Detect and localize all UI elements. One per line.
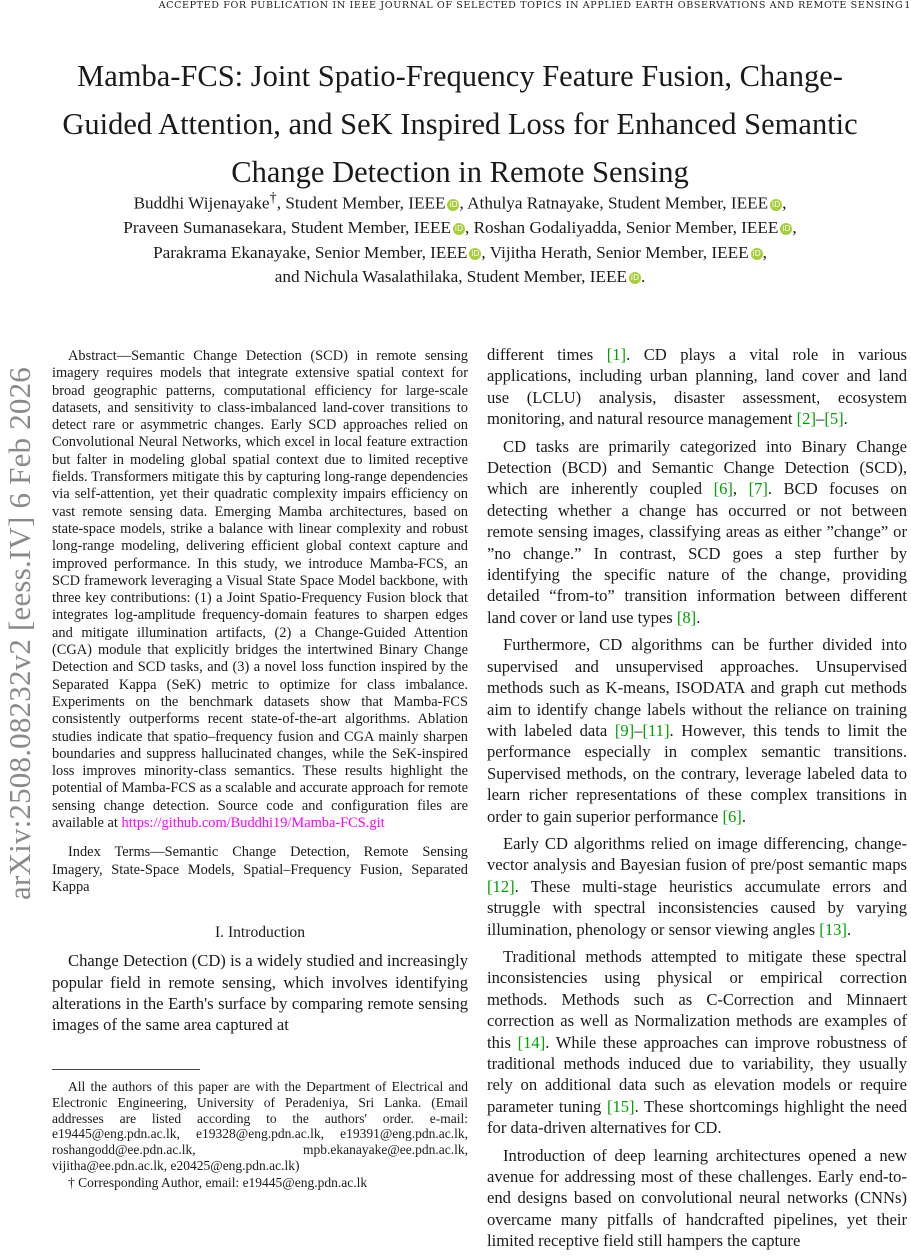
intro-paragraph: Introduction of deep learning architectures opened a new avenue for addressing most of these challenges. Early end-to-end designs based on convolutional neural networks (CNNs) overcame many pitfalls of handcrafted pipelines, yet their limited receptive field still hampers the capture	[487, 1145, 907, 1251]
running-head-text: ACCEPTED FOR PUBLICATION IN IEEE JOURNAL OF SELECTED TOPICS IN APPLIED EARTH OBSERVATIONS AND REMOTE SENSING	[158, 0, 904, 11]
citation[interactable]: [11]	[642, 720, 670, 740]
index-terms-label: Index Terms	[68, 844, 151, 861]
citation[interactable]: [6]	[722, 806, 742, 826]
author-role: Student Member, IEEE	[290, 218, 451, 238]
page-number: 1	[904, 0, 911, 11]
intro-paragraph: Early CD algorithms relied on image differencing, change-vector analysis and Bayesian fusion of pre/post semantic maps [12]. These multi-stage heuristics accumulate errors and struggle with spectral inconsistencies caused by varying illumination, phenology or sensor viewing angles [13].	[487, 833, 907, 939]
abstract: Abstract—Semantic Change Detection (SCD) in remote sensing imagery requires models that integrate extensive spatial context for broad geographic patterns, computational efficiency for large-scale datasets, and sensitivity to class-imbalanced land-cover transitions to detect rare or asymmetric changes. Early SCD approaches relied on Convolutional Neural Networks, which excel in local feature extraction but falter in modeling global spatial context due to limited receptive fields. Transformers mitigate this by capturing long-range dependencies via self-attention, yet their quadratic complexity impairs efficiency on vast remote sensing data. Emerging Mamba architectures, based on state-space models, strike a balance with linear complexity and robust long-range modeling, delivering efficient global context capture and improved performance. In this study, we introduce Mamba-FCS, an SCD framework leveraging a Visual State Space Model backbone, with three key contributions: (1) a Joint Spatio-Frequency Fusion block that integrates log-amplitude frequency-domain features to sharpen edges and mitigate illumination artifacts, (2) a Change-Guided Attention (CGA) module that explicitly bridges the intertwined Binary Change Detection and SCD tasks, and (3) a novel loss function inspired by the Separated Kappa (SeK) metric to optimize for class imbalance. Experiments on the benchmark datasets show that Mamba-FCS consistently outperforms recent state-of-the-art algorithms. Ablation studies indicate that spatio–frequency fusion and CGA mainly sharpen boundaries and suppress hallucinated changes, while the SeK-inspired loss improves minority-class semantics. These results highlight the potential of Mamba-FCS as a scalable and accurate approach for remote sensing change detection. Source code and configuration files are available at https://github.com/Buddhi19/Mamba-FCS.git	[52, 348, 468, 832]
author-role: Student Member, IEEE	[466, 267, 627, 287]
abstract-label: Abstract	[68, 348, 117, 364]
citation[interactable]: [1]	[606, 345, 627, 364]
citation[interactable]: [13]	[819, 919, 847, 939]
author-role: Senior Member, IEEE	[625, 218, 779, 238]
index-terms-text: Semantic Change Detection, Remote Sensing Imagery, State-Space Models, Spatial–Frequency Fusion, Separated Kappa	[52, 844, 468, 895]
author-name: Buddhi Wijenayake	[133, 193, 270, 213]
author-role: Senior Member, IEEE	[314, 242, 468, 262]
citation[interactable]: [5]	[824, 409, 844, 429]
section-heading: I. Introduction	[214, 924, 306, 942]
author-list: Buddhi Wijenayake†, Student Member, IEEE iD , Athulya Ratnayake, Student Member, IEEE iD , Praveen Sumanasekara, Student Member, IEEE iD , Roshan Godaliyadda, Senior Member, IEEE iD , Parakrama Ekanayake, Senior Member, IEEE iD , Vijitha Herath, Senior Member, IEEE iD , and Nichula Wasalathilaka, Student Member, IEEE iD .	[123, 190, 797, 287]
intro-paragraph: CD tasks are primarily categorized into Binary Change Detection (BCD) and Semantic Change Detection (SCD), which are inherently coupled [6], [7]. BCD focuses on detecting whether a change has occurred or not between remote sensing images, classifying areas as either ”change” or ”no change.” In contrast, SCD goes a step further by identifying the specific nature of the change, providing detailed “from-to” transition information between different land cover or land use types [8].	[487, 436, 908, 627]
orcid-icon[interactable]: iD	[752, 248, 761, 258]
footnote-divider	[52, 1069, 200, 1070]
author-role: Student Member, IEEE	[607, 193, 769, 213]
author-role: Senior Member, IEEE	[596, 242, 749, 262]
affiliation-footnote: All the authors of this paper are with the Department of Electrical and Electronic Engineering, University of Peradeniya, Sri Lanka. (Email addresses are listed according to the authors' order. e-mail: e19445@eng.pdn.ac.lk, e19328@eng.pdn.ac.lk, e19391@eng.pdn.ac.lk, roshangodd@ee.pdn.ac.lk, mpb.ekanayake@ee.pdn.ac.lk, vijitha@ee.pdn.ac.lk, e20425@eng.pdn.ac.lk)	[52, 1079, 468, 1173]
author-name: Nichula Wasalathilaka	[303, 267, 459, 287]
intro-paragraph: Change Detection (CD) is a widely studied and increasingly popular field in remote sensing, which involves identifying alterations in the Earth's surface by comparing remote sensing images of the same area captured at	[52, 951, 468, 1035]
citation[interactable]: [6]	[713, 479, 733, 499]
citation[interactable]: [12]	[487, 876, 515, 896]
orcid-icon[interactable]: iD	[471, 248, 480, 258]
citation[interactable]: [14]	[517, 1032, 546, 1052]
orcid-icon[interactable]: iD	[630, 273, 640, 283]
author-name: Parakrama Ekanayake	[153, 242, 307, 262]
citation[interactable]: [8]	[676, 607, 697, 627]
author-name: Athulya Ratnayake	[467, 193, 600, 213]
arxiv-stamp: arXiv:2508.08232v2 [eess.IV] 6 Feb 2026	[2, 367, 37, 900]
author-name: Vijitha Herath	[489, 242, 588, 262]
corresponding-author-footnote: † Corresponding Author, email: e19445@eng.pdn.ac.lk	[68, 1174, 368, 1190]
intro-paragraph: different times [1]. CD plays a vital role in various applications, including urban planning, land cover and land use (LCLU) analysis, disaster assessment, ecosystem monitoring, and natural resource management [2]–[5].	[487, 345, 907, 429]
citation[interactable]: [2]	[796, 409, 817, 429]
intro-paragraph: Furthermore, CD algorithms can be further divided into supervised and unsupervised approaches. Unsupervised methods such as K-means, ISODATA and graph cut methods aim to identify change labels without the reliance on training with labeled data [9]–[11]. However, this tends to limit the performance especially in complex semantic transitions. Supervised methods, on the contrary, leverage labeled data to learn richer representations of these complex transitions in order to gain superior performance [6].	[487, 635, 907, 826]
orcid-icon[interactable]: iD	[454, 224, 464, 234]
running-head	[0, 0, 911, 11]
intro-paragraph: Traditional methods attempted to mitigate these spectral inconsistencies using physical or empirical correction methods. Methods such as C-Correction and Minnaert correction as well as Normalization methods are examples of this [14]. While these approaches can improve robustness of traditional methods induced due to variability, they usually rely on additional data such as elevation models or require parameter tuning [15]. These shortcomings highlight the need for data-driven alternatives for CD.	[487, 946, 907, 1138]
footnotes	[52, 1079, 468, 1192]
orcid-icon[interactable]: iD	[782, 224, 791, 234]
author-mark: †	[269, 190, 277, 206]
paper-title: Mamba-FCS: Joint Spatio-Frequency Feature Fusion, Change-Guided Attention, and SeK Inspired Loss for Enhanced Semantic Change Detection in Remote Sensing	[62, 59, 858, 189]
author-name: Roshan Godaliyadda	[473, 218, 618, 238]
left-column	[52, 344, 468, 1042]
author-name: Praveen Sumanasekara	[123, 218, 283, 238]
orcid-icon[interactable]: iD	[771, 199, 781, 209]
code-link[interactable]: https://github.com/Buddhi19/Mamba-FCS.git	[121, 815, 385, 832]
abstract-text: Semantic Change Detection (SCD) in remote sensing imagery requires models that integrate extensive spatial context for broad geographic patterns, computational efficiency for large-scale datasets, and sensitivity to class-imbalanced land-cover transitions to detect rare or asymmetric changes. Early SCD approaches relied on Convolutional Neural Networks, which excel in local feature extraction but falter in modeling global spatial context due to limited receptive fields. Transformers mitigate this by capturing long-range dependencies via self-attention, yet their quadratic complexity impairs efficiency on vast remote sensing data. Emerging Mamba architectures, based on state-space models, strike a balance with linear complexity and robust long-range modeling, delivering efficient global context capture and improved performance. In this study, we introduce Mamba-FCS, an SCD framework leveraging a Visual State Space Model backbone, with three key contributions: (1) a Joint Spatio-Frequency Fusion block that integrates log-amplitude frequency-domain features to sharpen edges and mitigate illumination artifacts, (2) a Change-Guided Attention (CGA) module that explicitly bridges the intertwined Binary Change Detection and SCD tasks, and (3) a novel loss function inspired by the Separated Kappa (SeK) metric to optimize for class imbalance. Experiments on the benchmark datasets show that Mamba-FCS consistently outperforms recent state-of-the-art algorithms. Ablation studies indicate that spatio–frequency fusion and CGA mainly sharpen boundaries and suppress hallucinated changes, while the SeK-inspired loss improves minority-class semantics. These results highlight the potential of Mamba-FCS as a scalable and accurate approach for remote sensing change detection. Source code and configuration files are available at	[52, 348, 468, 832]
index-terms: Index Terms—Semantic Change Detection, Remote Sensing Imagery, State-Space Models, Spatial–Frequency Fusion, Separated Kappa	[52, 844, 468, 895]
citation[interactable]: [15]	[606, 1096, 635, 1116]
right-column	[487, 344, 907, 1258]
orcid-icon[interactable]: iD	[449, 199, 458, 209]
author-role: Student Member, IEEE	[285, 193, 446, 213]
citation[interactable]: [9]	[614, 720, 635, 740]
citation[interactable]: [7]	[748, 479, 768, 499]
